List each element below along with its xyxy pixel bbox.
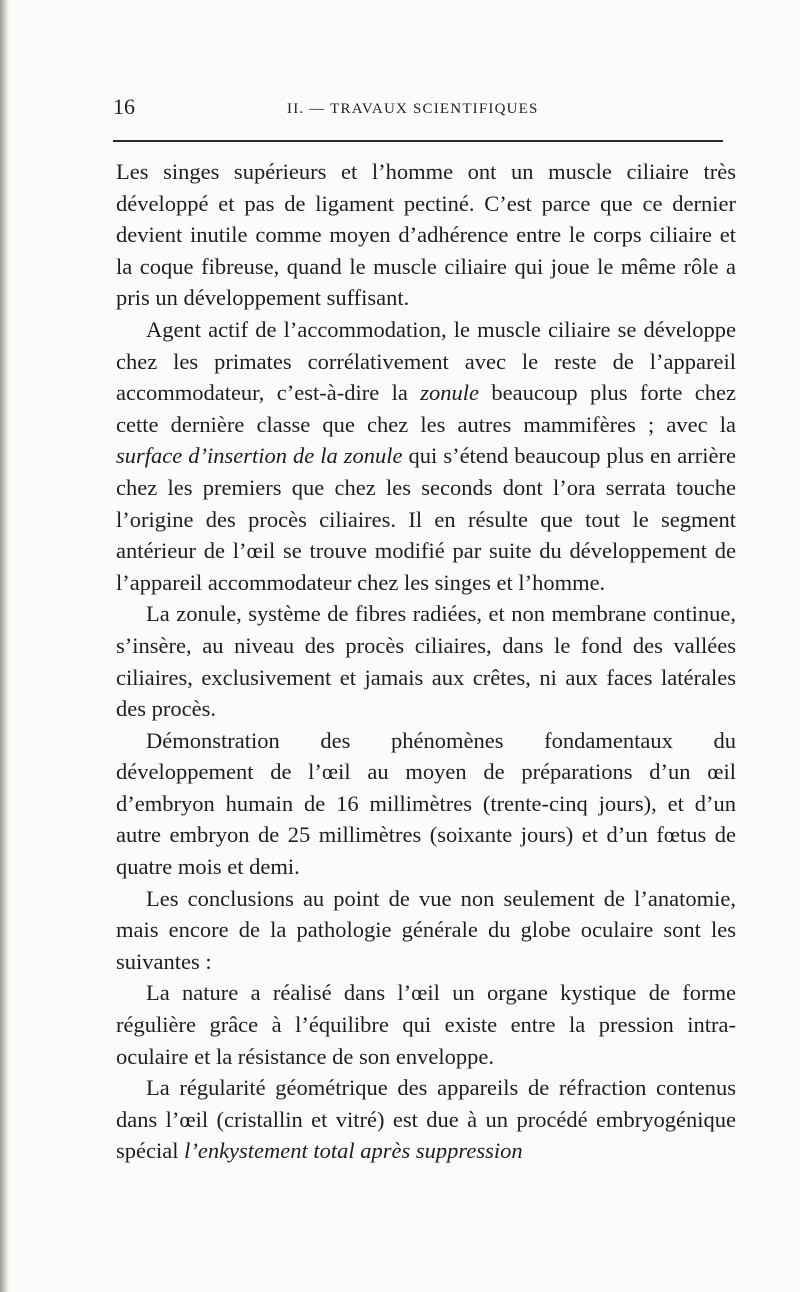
paragraph-2-italic-insertion: surface d’insertion de la zonule [116,443,403,469]
paragraph-1: Les singes supérieurs et l’homme ont un muscle ciliaire très développé et pas de ligament pectiné. C’est parce que ce dernier devient inutile comme moyen d’adhérence entre le corps ciliaire et la coque fibreuse, quand le muscle ciliaire qui joue le même rôle a pris un développement suffisant. [116,159,736,311]
page-edge-shadow [0,0,10,1292]
paragraph-4: Démonstration des phénomènes fondamentaux du développement de l’œil au moyen de préparations d’un œil d’embryon humain de 16 millimètres (trente-cinq jours), et d’un autre embryon de 25 millimètres (soixante jours) et d’un fœtus de quatre mois et demi. [116,727,736,880]
paragraph-2-italic-zonule: zonule [420,380,480,406]
paragraph-7-text: La régularité géométrique des appareils de réfraction contenus dans l’œil (cristallin et vitré) est due à un procédé embryogénique spécial [116,1075,736,1164]
paragraph-7-italic: l’enkystement total après suppression [184,1138,523,1164]
paragraph-5: Les conclusions au point de vue non seulement de l’anatomie, mais encore de la pathologie générale du globe oculaire sont les suivantes : [116,885,736,974]
body-text [116,156,736,1167]
paragraph-2-text-c: qui s’étend beaucoup plus en arrière chez les premiers que chez les seconds dont l’ora serrata touche l’origine des procès ciliaires. Il en résulte que tout le segment antérieur de l’œil se trouve modifié par suite du développement de l’appareil accommodateur chez les singes et l’homme. [116,443,736,595]
paragraph-7 [116,1072,736,1167]
paragraph-2-text-a: Agent actif de l’accommodation, le muscle ciliaire se développe chez les primates corrélativement avec le reste de l’appareil accommodateur, c’est-à-dire la [116,316,736,406]
page-number: 16 [113,94,135,119]
paragraph-6: La nature a réalisé dans l’œil un organe kystique de forme régulière grâce à l’équilibre qui existe entre la pression intra-oculaire et la résistance de son enveloppe. [116,980,736,1069]
paragraph-2 [116,314,736,598]
running-head: II. — TRAVAUX SCIENTIFIQUES [287,101,539,117]
paragraph-3: La zonule, système de fibres radiées, et non membrane continue, s’insère, au niveau des procès ciliaires, dans le fond des vallées ciliaires, exclusivement et jamais aux crêtes, ni aux faces latérales des procès. [116,601,736,722]
header-rule [113,140,723,142]
page-header [113,92,723,122]
paragraph-2-text-b: beaucoup plus forte chez cette dernière classe que chez les autres mammifères ; avec la [116,380,736,437]
